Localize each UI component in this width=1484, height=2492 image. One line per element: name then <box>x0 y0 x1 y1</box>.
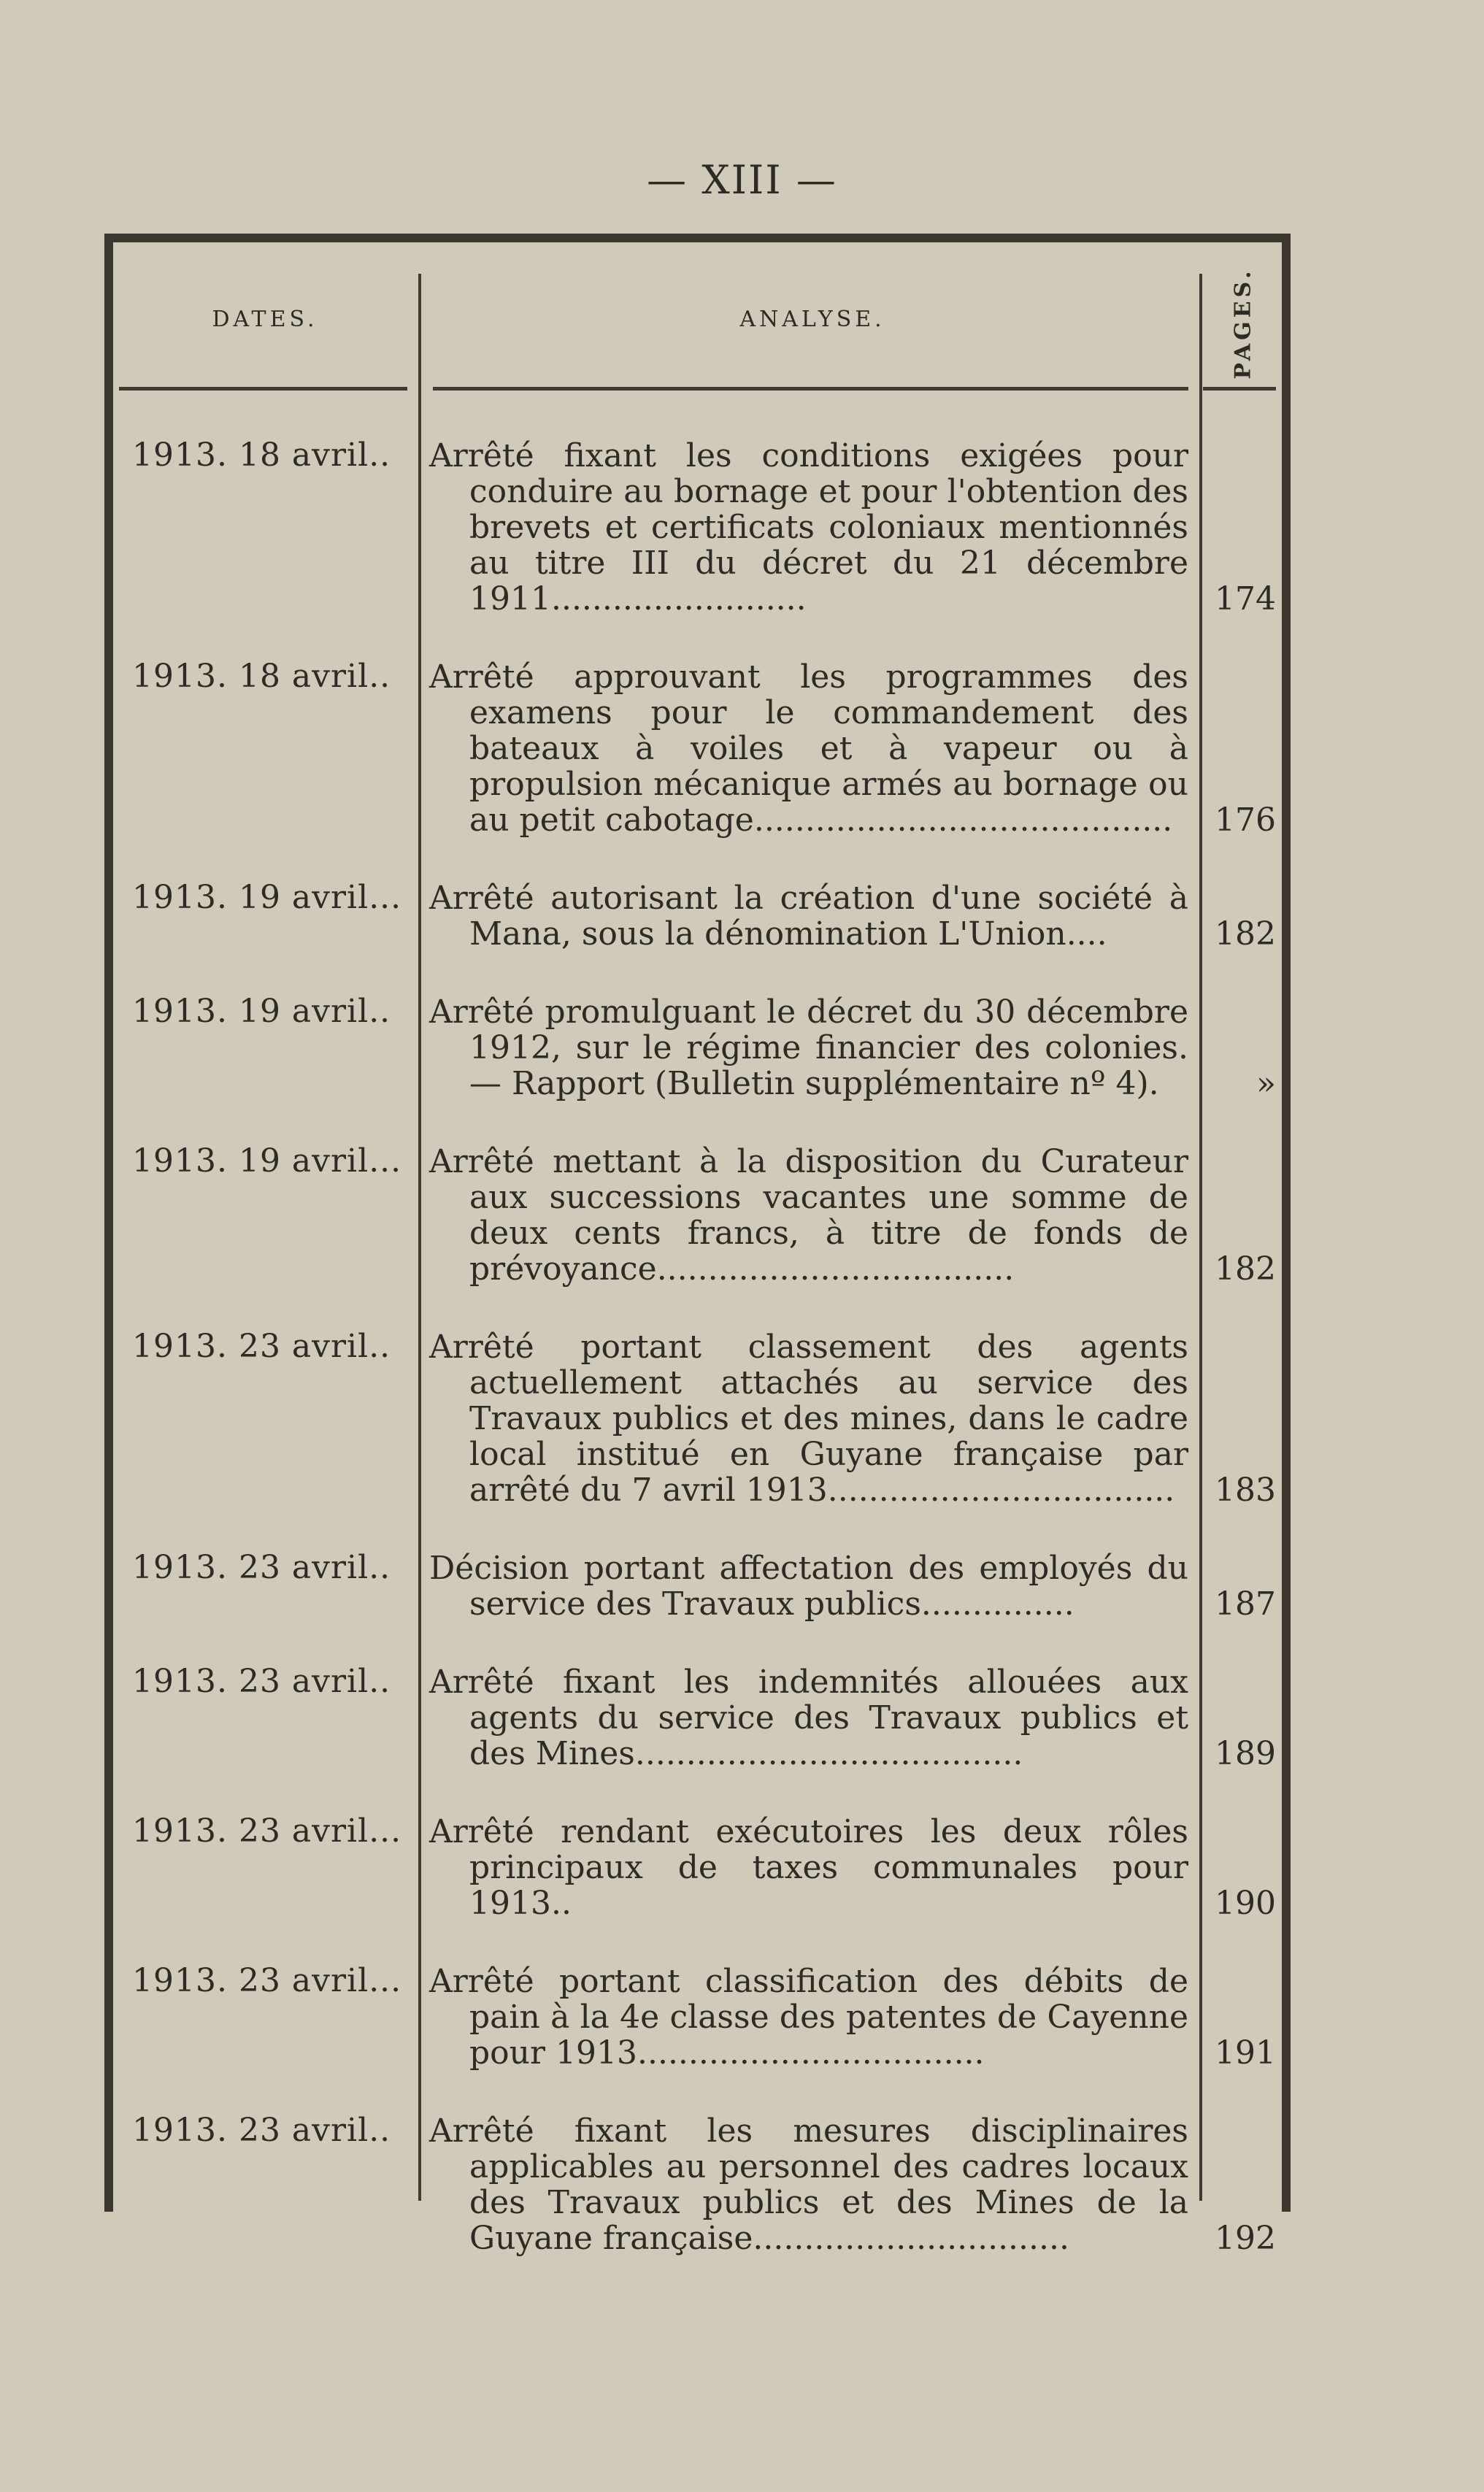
table-row <box>104 1144 1291 1287</box>
entry-page: 183 <box>1215 1472 1276 1509</box>
entry-page: 189 <box>1215 1735 1276 1772</box>
entry-date: 1913. 19 avril.. <box>132 993 391 1030</box>
header-rule-analyse <box>433 387 1188 391</box>
entry-page: 187 <box>1215 1585 1276 1623</box>
entry-text: Arrêté autorisant la création d'une société à Mana, sous la dénomination L'Union.... <box>429 880 1188 953</box>
index-table <box>104 234 1291 2257</box>
entry-date: 1913. 19 avril... <box>132 1142 402 1180</box>
table-row <box>104 1550 1291 1622</box>
table-row <box>104 1814 1291 1921</box>
entry-text: Arrêté fixant les indemnités allouées aux agents du service des Travaux publics et des Mines...................................... <box>429 1664 1188 1772</box>
page-number: — XIII — <box>647 157 837 203</box>
entry-date: 1913. 23 avril.. <box>132 1663 391 1700</box>
table-row <box>104 1664 1291 1772</box>
entry-date: 1913. 19 avril... <box>132 879 402 916</box>
entries-list <box>104 438 1291 2299</box>
entry-page: 174 <box>1215 580 1276 618</box>
table-row <box>104 1329 1291 1508</box>
entry-date: 1913. 23 avril... <box>132 1812 402 1850</box>
table-row <box>104 2113 1291 2256</box>
entry-page: 182 <box>1215 1250 1276 1288</box>
entry-page: 191 <box>1215 2034 1276 2072</box>
entry-text: Arrêté rendant exécutoires les deux rôles principaux de taxes communales pour 1913.. <box>429 1813 1188 1922</box>
entry-text: Arrêté approuvant les programmes des examens pour le commandement des bateaux à voiles et à vapeur ou à propulsion mécanique armés au bornage ou au petit cabotage......................................... <box>429 658 1188 839</box>
entry-date: 1913. 18 avril.. <box>132 658 391 695</box>
entry-text: Arrêté portant classement des agents actuellement attachés au service des Travaux publics et des mines, dans le cadre local institué en Guyane française par arrêté du 7 avril 1913.................................. <box>429 1328 1188 1509</box>
entry-page: 192 <box>1215 2220 1276 2257</box>
entry-text: Arrêté mettant à la disposition du Curateur aux successions vacantes une somme de deux cents francs, à titre de fonds de prévoyance................................... <box>429 1143 1188 1288</box>
table-top-rule <box>104 234 1291 242</box>
header-rule-pages <box>1203 387 1276 391</box>
entry-date: 1913. 23 avril.. <box>132 2112 391 2149</box>
column-header-dates: DATES. <box>212 307 318 332</box>
entry-text: Arrêté fixant les mesures disciplinaires applicables au personnel des cadres locaux des Travaux publics et des Mines de la Guyane française............................... <box>429 2112 1188 2257</box>
table-row <box>104 880 1291 952</box>
header-rule-dates <box>119 387 407 391</box>
table-row <box>104 659 1291 838</box>
entry-date: 1913. 23 avril.. <box>132 1549 391 1586</box>
table-row <box>104 438 1291 617</box>
table-row <box>104 994 1291 1101</box>
entry-text: Arrêté fixant les conditions exigées pour conduire au bornage et pour l'obtention des brevets et certificats coloniaux mentionnés au titre III du décret du 21 décembre 1911......................... <box>429 437 1188 618</box>
entry-text: Arrêté promulguant le décret du 30 décembre 1912, sur le régime financier des colonies. — Rapport (Bulletin supplémentaire nº 4). <box>429 993 1188 1102</box>
entry-text: Décision portant affectation des employés du service des Travaux publics............... <box>429 1550 1188 1623</box>
entry-page: 182 <box>1215 915 1276 953</box>
entry-page: » <box>1256 1065 1276 1102</box>
entry-date: 1913. 18 avril.. <box>132 437 391 474</box>
entry-page: 176 <box>1215 801 1276 839</box>
column-header-analyse: ANALYSE. <box>739 307 885 332</box>
entry-text: Arrêté portant classification des débits de pain à la 4e classe des patentes de Cayenne pour 1913.................................. <box>429 1963 1188 2072</box>
entry-date: 1913. 23 avril.. <box>132 1328 391 1365</box>
column-header-pages <box>1208 263 1277 383</box>
table-row <box>104 1964 1291 2071</box>
entry-date: 1913. 23 avril... <box>132 1962 402 1999</box>
entry-page: 190 <box>1215 1885 1276 1922</box>
column-header-pages-label: PAGES. <box>1230 266 1256 380</box>
